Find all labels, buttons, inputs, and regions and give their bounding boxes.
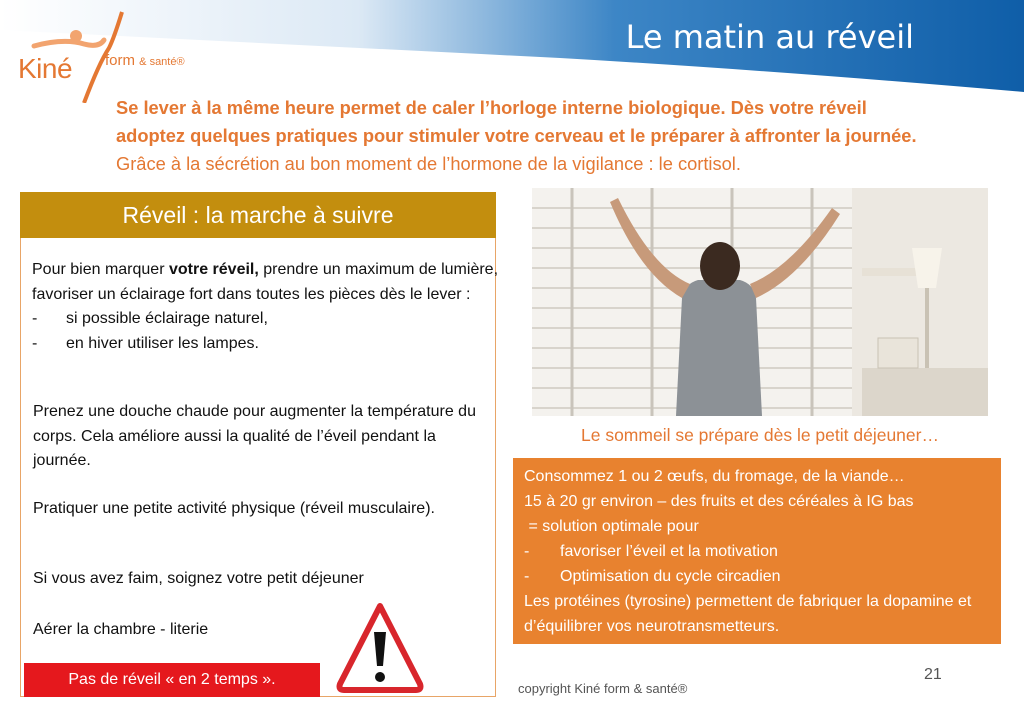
list-item: - si possible éclairage naturel, [32,310,268,327]
list-item: - favoriser l’éveil et la motivation [524,543,778,560]
list-item: - Optimisation du cycle circadien [524,568,781,585]
shower-paragraph: Prenez une douche chaude pour augmenter la température du corps. Cela améliore aussi la qualité de l’éveil pendant la journée. [33,403,476,469]
warning-bar: Pas de réveil « en 2 temps ». [24,663,320,697]
activity-paragraph: Pratiquer une petite activité physique (réveil musculaire). [33,500,435,517]
page-title: Le matin au réveil [625,18,914,56]
nutrition-box: Consommez 1 ou 2 œufs, du fromage, de la viande… 15 à 20 gr environ – des fruits et des céréales à IG bas = solution optimale pour - favoriser l’éveil et la motivation - Optimisation du cycle circadien Les protéines (tyrosine) permettent de fabriquer la dopamine et d’équilibrer vos neurotransmetteurs. [513,458,1001,644]
logo-kine: Kiné [18,53,73,84]
steps-box-header: Réveil : la marche à suivre [20,192,496,238]
air-paragraph: Aérer la chambre - literie [33,621,209,638]
page-number: 21 [924,666,942,683]
copyright: copyright Kiné form & santé® [518,681,688,696]
breakfast-paragraph: Si vous avez faim, soignez votre petit déjeuner [33,570,364,587]
photo-caption: Le sommeil se prépare dès le petit déjeuner… [581,425,939,445]
waking-man-photo [532,188,988,416]
intro-text: Se lever à la même heure permet de caler l’horloge interne biologique. Dès votre réveil adoptez quelques pratiques pour stimuler votre cerveau et le préparer à affronter la journée. Grâce à la sécrétion au bon moment de l’hormone de la vigilance : le cortisol. [116,97,917,174]
list-item: - en hiver utiliser les lampes. [32,334,259,352]
logo-form: form & santé® [105,52,185,69]
warning-icon [336,600,424,694]
light-paragraph: Pour bien marquer votre réveil, prendre un maximum de lumière, favoriser un éclairage fort dans toutes les pièces dès le lever : - si possible éclairage naturel, - en hiver utiliser les lampes. [32,258,502,356]
